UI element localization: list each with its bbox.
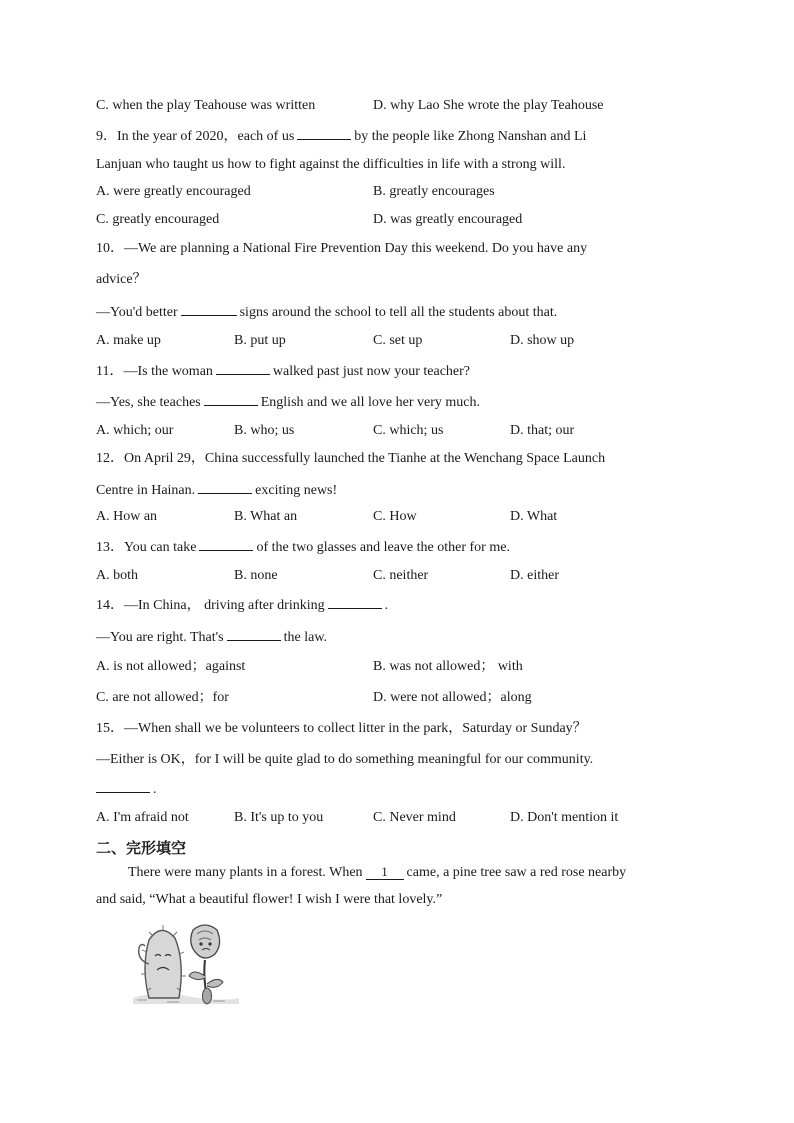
q10-option-a: A. make up bbox=[96, 333, 161, 348]
q10-dialog-line bbox=[96, 301, 696, 323]
q11-stem-line1 bbox=[96, 360, 696, 382]
q11-dialog-part1: —Yes, she teaches bbox=[96, 395, 201, 410]
q15-option-c: C. Never mind bbox=[373, 810, 456, 825]
q12-option-a: A. How an bbox=[96, 509, 158, 524]
cloze-paragraph-line2: and said, “What a beautiful flower! I wish I were that lovely.” bbox=[96, 892, 443, 907]
q10-dialog-part2: signs around the school to tell all the students about that. bbox=[239, 305, 558, 320]
q9-stem-line1 bbox=[96, 125, 696, 147]
q11-answer-blank-2 bbox=[204, 391, 258, 406]
q13-option-d: D. either bbox=[510, 568, 559, 583]
q10-answer-blank bbox=[181, 301, 237, 316]
q10-option-b: B. put up bbox=[234, 333, 286, 348]
q12-stem-line2 bbox=[96, 479, 696, 501]
section-title-cloze: 二、完形填空 bbox=[96, 839, 187, 857]
q12-answer-blank bbox=[198, 479, 252, 494]
cloze-line1-part2: came, a pine tree saw a red rose nearby bbox=[406, 865, 627, 880]
q11-option-d: D. that; our bbox=[510, 423, 575, 438]
q14-option-d: D. were not allowed；along bbox=[373, 690, 532, 705]
q13-option-a: A. both bbox=[96, 568, 138, 583]
q9-answer-blank bbox=[297, 125, 351, 140]
q10-dialog-part1: —You'd better bbox=[96, 305, 178, 320]
q10-stem-line2: advice？ bbox=[96, 272, 147, 287]
q14-stem-part2: . bbox=[384, 598, 389, 613]
q14-option-c: C. are not allowed；for bbox=[96, 690, 229, 705]
q12-stem-line1: 12．On April 29，China successfully launched the Tianhe at the Wenchang Space Launch bbox=[96, 451, 606, 466]
q15-stem-end: . bbox=[153, 782, 157, 797]
q11-stem-part2: walked past just now your teacher? bbox=[272, 364, 471, 379]
q14-option-b: B. was not allowed； with bbox=[373, 659, 523, 674]
cloze-paragraph-line1 bbox=[128, 863, 696, 883]
q14-stem-part1: 14．—In China， driving after drinking bbox=[96, 598, 325, 613]
q8-option-d: D. why Lao She wrote the play Teahouse bbox=[373, 98, 604, 113]
q9-stem-part1: 9．In the year of 2020，each of us bbox=[96, 129, 295, 144]
q13-stem-part2: of the two glasses and leave the other for me. bbox=[256, 540, 510, 555]
cloze-blank-1: 1 bbox=[366, 865, 404, 880]
q13-stem-part1: 13．You can take bbox=[96, 540, 197, 555]
q14-answer-blank-2 bbox=[227, 626, 281, 641]
q15-stem-line2: —Either is OK，for I will be quite glad to do something meaningful for our community. bbox=[96, 752, 594, 767]
q10-stem-line1: 10．—We are planning a National Fire Prevention Day this weekend. Do you have any bbox=[96, 241, 588, 256]
q10-option-c: C. set up bbox=[373, 333, 423, 348]
q8-option-c: C. when the play Teahouse was written bbox=[96, 98, 316, 113]
q9-option-a: A. were greatly encouraged bbox=[96, 184, 251, 199]
q14-answer-blank-1 bbox=[328, 594, 382, 609]
q14-dialog-part1: —You are right. That's bbox=[96, 630, 224, 645]
q11-dialog-part2: English and we all love her very much. bbox=[260, 395, 481, 410]
q15-stem-line1: 15．—When shall we be volunteers to collect litter in the park，Saturday or Sunday？ bbox=[96, 721, 587, 736]
q14-option-a: A. is not allowed；against bbox=[96, 659, 246, 674]
q11-answer-blank-1 bbox=[216, 360, 270, 375]
q15-answer-blank bbox=[96, 778, 150, 793]
q9-option-b: B. greatly encourages bbox=[373, 184, 495, 199]
q12-option-d: D. What bbox=[510, 509, 558, 524]
q11-option-b: B. who; us bbox=[234, 423, 295, 438]
q12-option-c: C. How bbox=[373, 509, 417, 524]
q11-stem-part1: 11．—Is the woman bbox=[96, 364, 213, 379]
q13-stem-line bbox=[96, 536, 696, 558]
q12-option-b: B. What an bbox=[234, 509, 298, 524]
q12-stem-part1: Centre in Hainan. bbox=[96, 483, 196, 498]
q15-option-b: B. It's up to you bbox=[234, 810, 324, 825]
q14-stem-line1 bbox=[96, 594, 696, 616]
q14-stem-line2 bbox=[96, 626, 696, 648]
q9-stem-line2: Lanjuan who taught us how to fight against the difficulties in life with a strong will. bbox=[96, 157, 566, 172]
cloze-line1-part1: There were many plants in a forest. When bbox=[128, 865, 363, 880]
q11-option-c: C. which; us bbox=[373, 423, 444, 438]
q14-dialog-part2: the law. bbox=[283, 630, 328, 645]
q12-stem-part2: exciting news! bbox=[255, 483, 338, 498]
q11-stem-line2 bbox=[96, 391, 696, 413]
q15-option-d: D. Don't mention it bbox=[510, 810, 619, 825]
cactus-and-rose-cartoon-icon bbox=[127, 918, 243, 1008]
q10-option-d: D. show up bbox=[510, 333, 575, 348]
q13-option-c: C. neither bbox=[373, 568, 429, 583]
q11-option-a: A. which; our bbox=[96, 423, 174, 438]
q9-stem-part2: by the people like Zhong Nanshan and Li bbox=[354, 129, 587, 144]
q9-option-c: C. greatly encouraged bbox=[96, 212, 220, 227]
q15-stem-line3 bbox=[96, 778, 696, 800]
q13-option-b: B. none bbox=[234, 568, 278, 583]
q9-option-d: D. was greatly encouraged bbox=[373, 212, 523, 227]
q13-answer-blank bbox=[199, 536, 253, 551]
q15-option-a: A. I'm afraid not bbox=[96, 810, 189, 825]
